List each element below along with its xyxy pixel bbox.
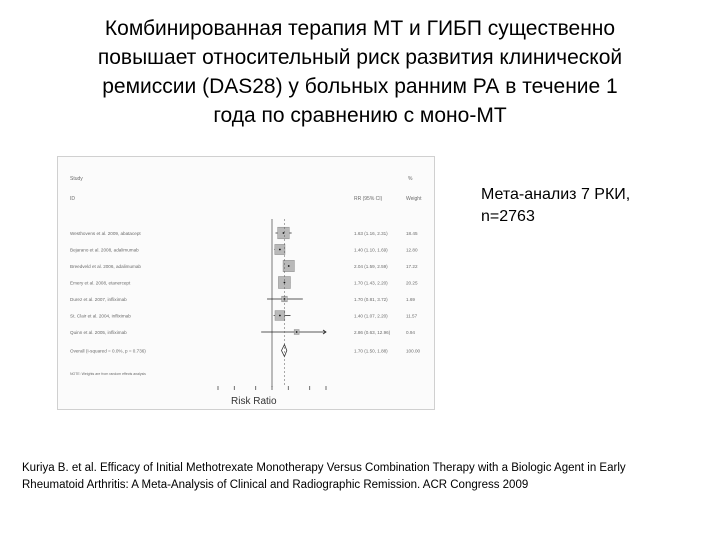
citation-line-2: Rheumatoid Arthritis: A Meta-Analysis of Clinical and Radiographic Remission. ACR Congress 2009 [22, 479, 529, 491]
study-rr-text: 1.63 (1.16, 2.31) [354, 231, 388, 236]
meta-analysis-note [481, 184, 681, 228]
study-weight-text: 18.45 [406, 231, 418, 236]
study-label: St. Clair et al. 2004, infliximab [70, 313, 131, 319]
header-study-id: ID [70, 196, 75, 202]
study-weight-text: 12.80 [406, 247, 418, 253]
study-rows [70, 227, 420, 356]
study-weight-text: 1.69 [406, 297, 415, 302]
study-label: Quinn et al. 2005, infliximab [70, 330, 127, 335]
title-line-2: повышает относительный риск развития клинической [97, 46, 623, 69]
slide-title [40, 14, 680, 130]
study-label: Westhovens et al. 2009, abatacept [70, 231, 141, 236]
header-study-top: Study [70, 176, 83, 182]
study-point [288, 265, 290, 267]
overall-weight-text: 100.00 [406, 348, 421, 354]
study-point [279, 315, 281, 317]
study-rr-text: 2.86 (0.63, 12.96) [354, 330, 391, 335]
study-label: Breedveld et al. 2006, adalimumab [70, 264, 141, 269]
note-line-1: Мета-анализ 7 РКИ, [481, 186, 631, 203]
header-rr: RR (95% CI) [354, 196, 383, 202]
study-weight-text: 0.94 [406, 330, 415, 335]
x-axis-label: Risk Ratio [231, 396, 277, 407]
study-rr-text: 1.70 (0.81, 3.72) [354, 297, 388, 302]
forest-plot [58, 157, 434, 409]
header-weight-top: % [408, 176, 413, 182]
overall-label: Overall (I-squared = 0.0%, p = 0.736) [70, 348, 146, 354]
title-line-1: Комбинированная терапия МТ и ГИБП существенно [104, 17, 616, 40]
note-line-2: n=2763 [481, 208, 535, 225]
forest-plot-image [57, 156, 435, 410]
x-axis [218, 219, 326, 390]
study-label: Durez et al. 2007, infliximab [70, 297, 127, 302]
study-weight-text: 11.57 [406, 313, 418, 319]
study-weight-text: 20.25 [406, 280, 418, 286]
weights-footnote: NOTE: Weights are from random effects analysis [70, 372, 146, 376]
title-line-3: ремиссии (DAS28) у больных ранним РА в течение 1 [102, 75, 618, 98]
title-line-4: года по сравнению с моно-МТ [213, 104, 507, 127]
study-rr-text: 2.04 (1.59, 2.59) [354, 264, 388, 269]
study-rr-text: 1.40 (1.07, 2.20) [354, 313, 388, 319]
study-rr-text: 1.70 (1.43, 2.20) [354, 280, 388, 286]
header-weight: Weight [406, 196, 422, 202]
study-point [279, 249, 281, 251]
overall-diamond [282, 345, 287, 357]
study-weight-text: 17.22 [406, 264, 418, 269]
study-point [283, 232, 285, 234]
study-label: Bejarano et al. 2008, adalimumab [70, 247, 139, 253]
study-point [296, 331, 298, 333]
overall-rr-text: 1.70 (1.50, 1.88) [354, 348, 388, 354]
citation-line-1: Kuriya B. et al. Efficacy of Initial Methotrexate Monotherapy Versus Combination Therapy with a Biologic Agent in Early [22, 462, 626, 474]
citation [22, 460, 692, 494]
study-rr-text: 1.40 (1.10, 1.69) [354, 247, 388, 253]
study-label: Emery et al. 2008, etanercept [70, 280, 131, 286]
